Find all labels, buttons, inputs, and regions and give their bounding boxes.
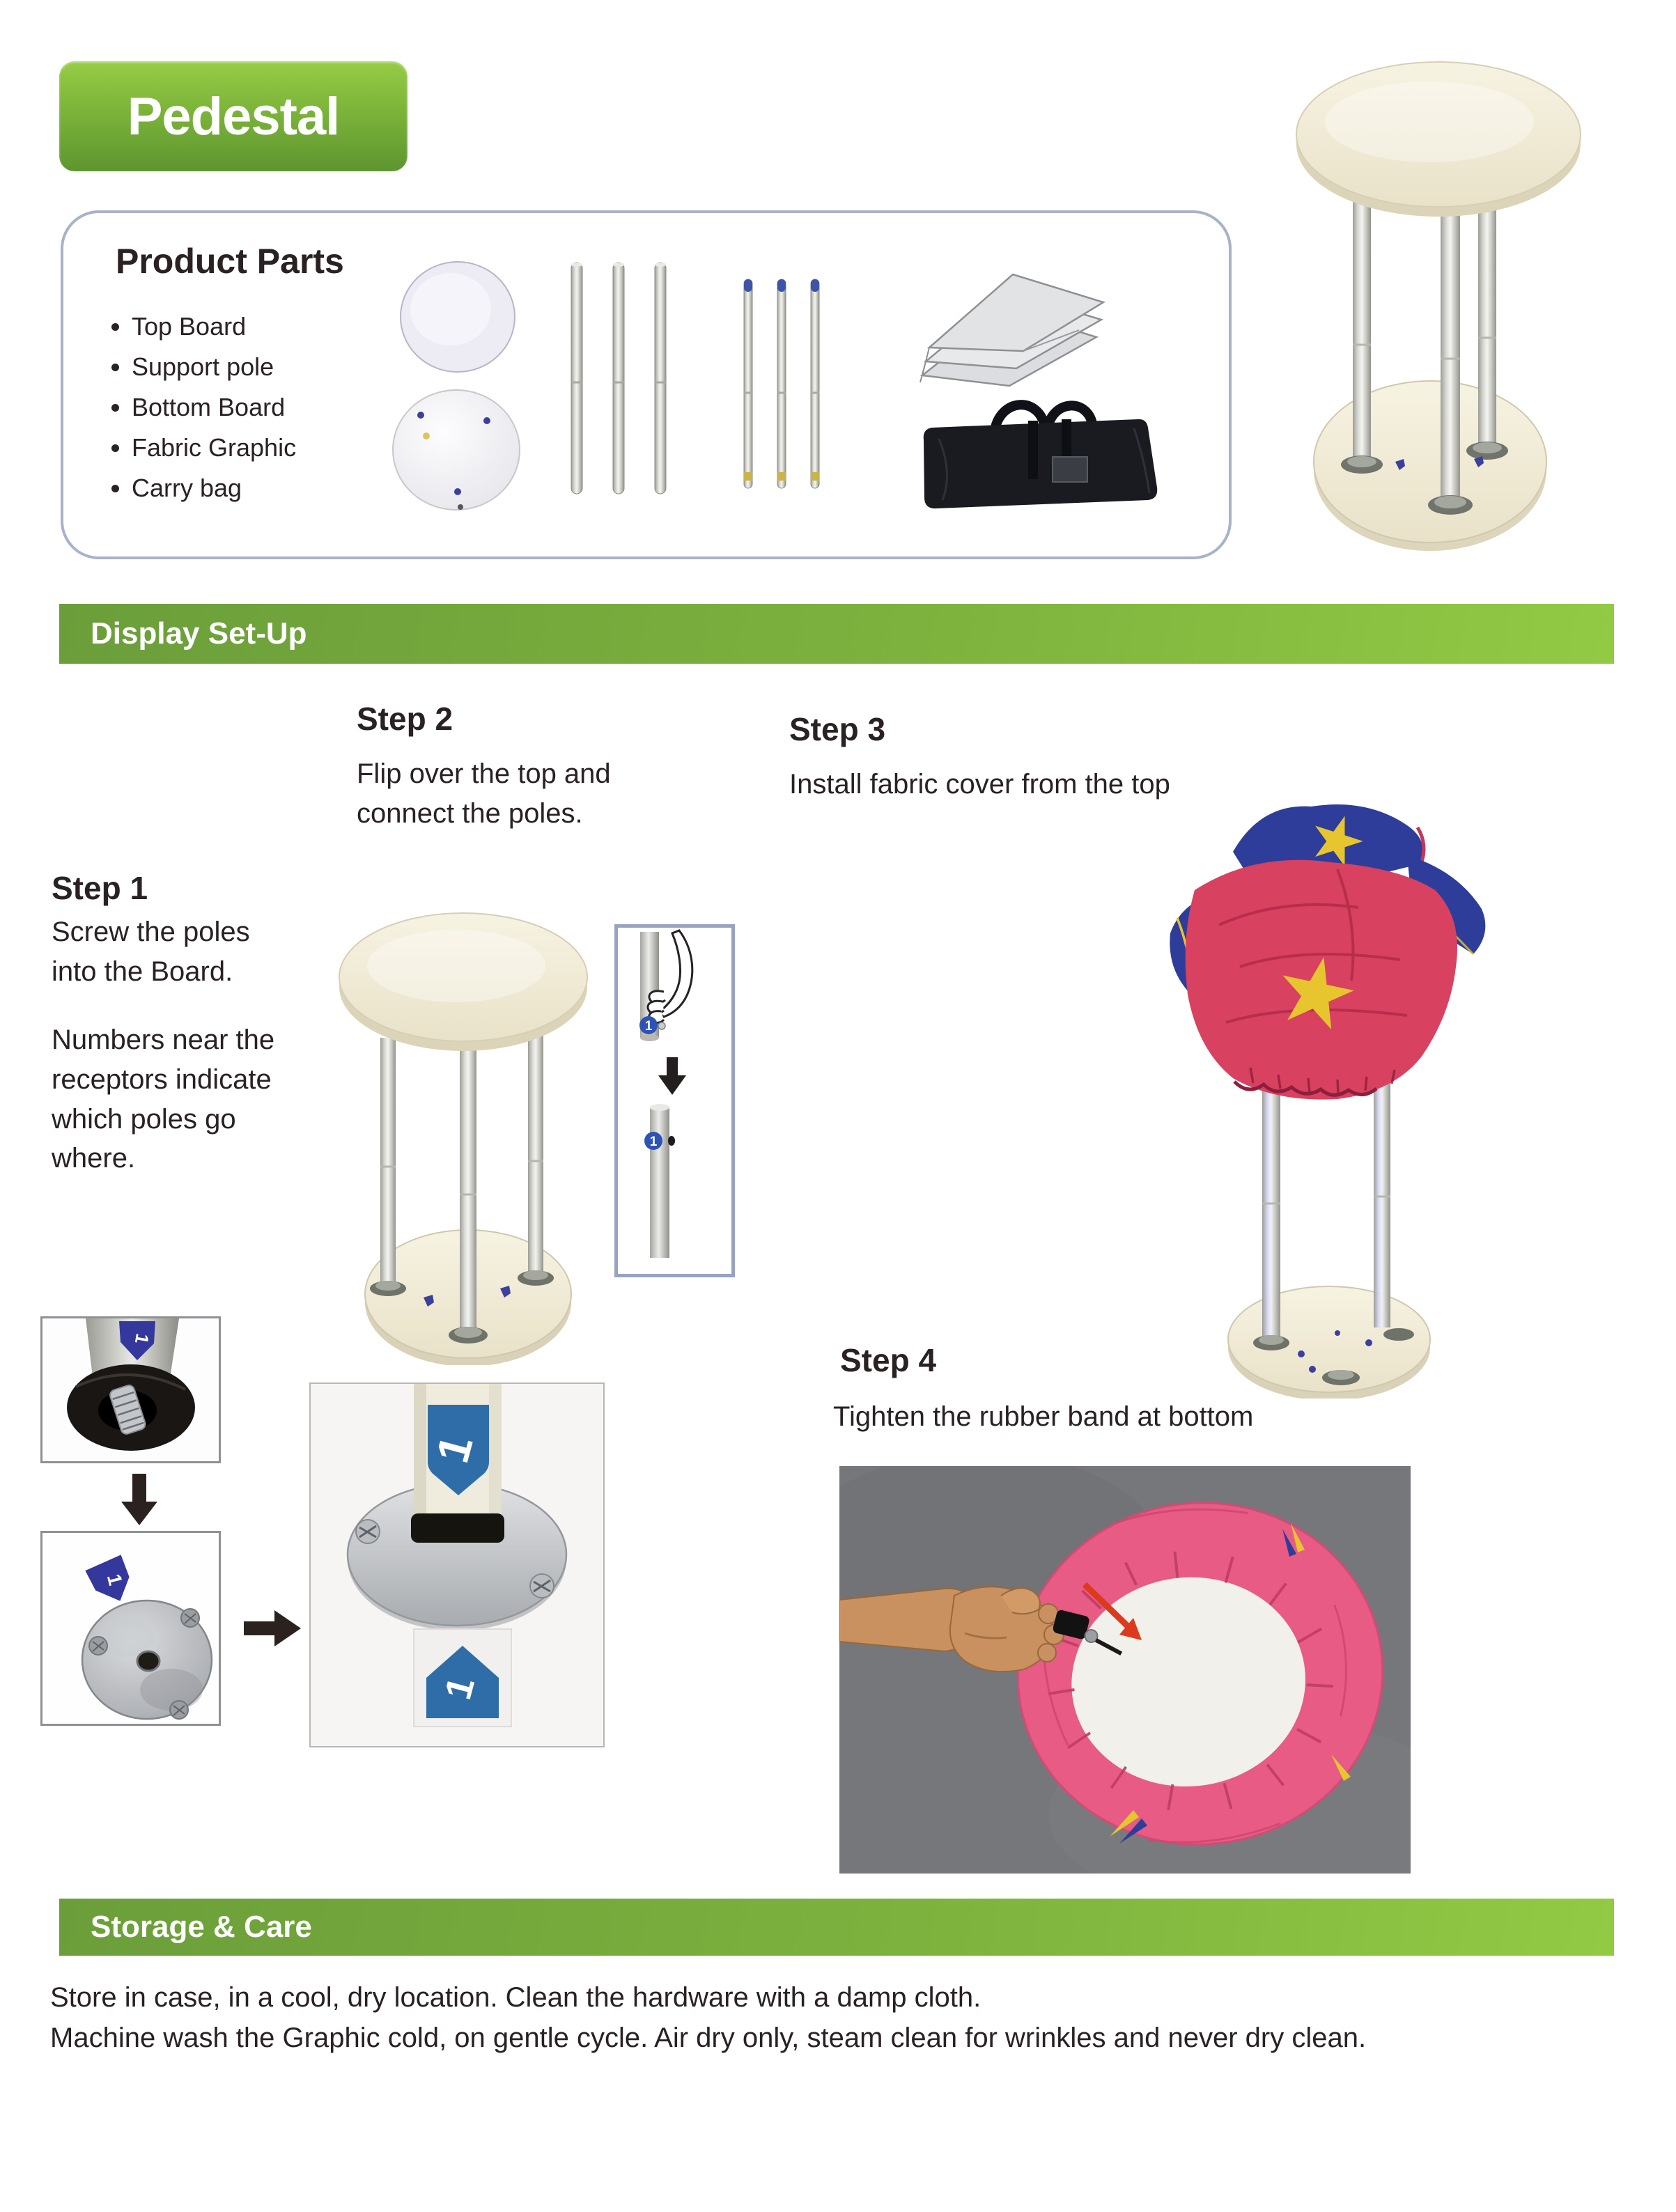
step1-receptor-photo (40, 1531, 221, 1726)
step1-paragraph-1: Screw the poles into the Board. (52, 917, 250, 987)
center-hole (137, 1651, 160, 1671)
section-bar-display-setup (59, 604, 1614, 664)
step3-title: Step 3 (789, 711, 886, 747)
pole-number: 1 (426, 1430, 483, 1468)
support-poles-icon (571, 263, 666, 494)
bottom-board-icon (393, 390, 520, 510)
step1-pole-in-receptor-photo (309, 1382, 605, 1747)
rubber-band-icon (839, 1466, 1411, 1874)
arrow-down-icon (658, 1057, 686, 1095)
arrow-down-icon (117, 1474, 162, 1525)
step4-title: Step 4 (840, 1342, 937, 1378)
lower-pole (644, 1104, 675, 1258)
step2-title: Step 2 (357, 701, 453, 737)
top-board-icon (401, 262, 515, 372)
carry-bag-icon (924, 405, 1157, 508)
numbered-poles-icon (744, 279, 819, 488)
care-instruction-line-1: Store in case, in a cool, dry location. Clean the hardware with a damp cloth. (50, 1982, 981, 2013)
step3-text: Install fabric cover from the top (789, 769, 1170, 800)
section-bar-storage-care (59, 1899, 1614, 1956)
step1-paragraph-2: Numbers near the receptors indicate which poles go where. (52, 1025, 275, 1174)
care-instruction-line-2: Machine wash the Graphic cold, on gentle cycle. Air dry only, steam clean for wrinkles and never dry clean. (50, 2023, 1367, 2053)
pole-number: 1 (130, 1332, 153, 1346)
step4-rubber-band-photo (839, 1466, 1411, 1874)
number-pennant-icon (85, 1555, 138, 1609)
step1-title: Step 1 (52, 870, 148, 906)
product-parts-heading: Product Parts (116, 242, 344, 281)
part-item-carry-bag: • Carry bag (132, 476, 296, 501)
pole-in-receptor-icon (311, 1384, 603, 1746)
locking-pin (658, 1022, 665, 1029)
section-title-display-setup: Display Set-Up (91, 616, 307, 651)
pole-number: 1 (437, 1672, 483, 1704)
pole-end-icon (42, 1318, 219, 1461)
part-item-bottom-board: • Bottom Board (132, 395, 296, 420)
product-parts-list (107, 314, 296, 516)
title-badge (59, 61, 408, 171)
step3-fabric-cover-photo (1128, 786, 1508, 1399)
pole-number: 1 (649, 1135, 658, 1149)
arrow-right-icon (244, 1609, 301, 1648)
pin-hole (668, 1136, 675, 1146)
product-parts-box (61, 210, 1232, 559)
product-parts-illustrations (382, 233, 1190, 539)
part-item-fabric-graphic: • Fabric Graphic (132, 435, 296, 460)
page-title: Pedestal (127, 86, 340, 146)
step2-pole-connect-diagram (614, 924, 735, 1277)
section-title-storage-care: Storage & Care (91, 1910, 312, 1944)
pedestal-top-board (1296, 62, 1581, 217)
fabric-cover (1170, 804, 1485, 1100)
part-item-top-board: • Top Board (132, 314, 296, 339)
step1-pole-end-photo (40, 1316, 221, 1463)
pedestal-lower (1228, 1071, 1430, 1399)
receptor-disc-icon (42, 1533, 219, 1724)
part-item-support-pole: • Support pole (132, 355, 296, 380)
pole-number: 1 (102, 1571, 127, 1588)
top-board (339, 913, 587, 1051)
number-house-sticker (414, 1629, 511, 1727)
step2-pedestal-illustration (313, 895, 620, 1365)
fabric-graphic-icon (920, 274, 1103, 386)
step2-text: Flip over the top and connect the poles. (357, 758, 611, 829)
rubber-ring (411, 1513, 504, 1543)
pole-number: 1 (644, 1019, 653, 1034)
step4-text: Tighten the rubber band at bottom (833, 1401, 1254, 1432)
pole-connect-icon (618, 928, 724, 1267)
assembled-pedestal-photo (1247, 52, 1637, 571)
